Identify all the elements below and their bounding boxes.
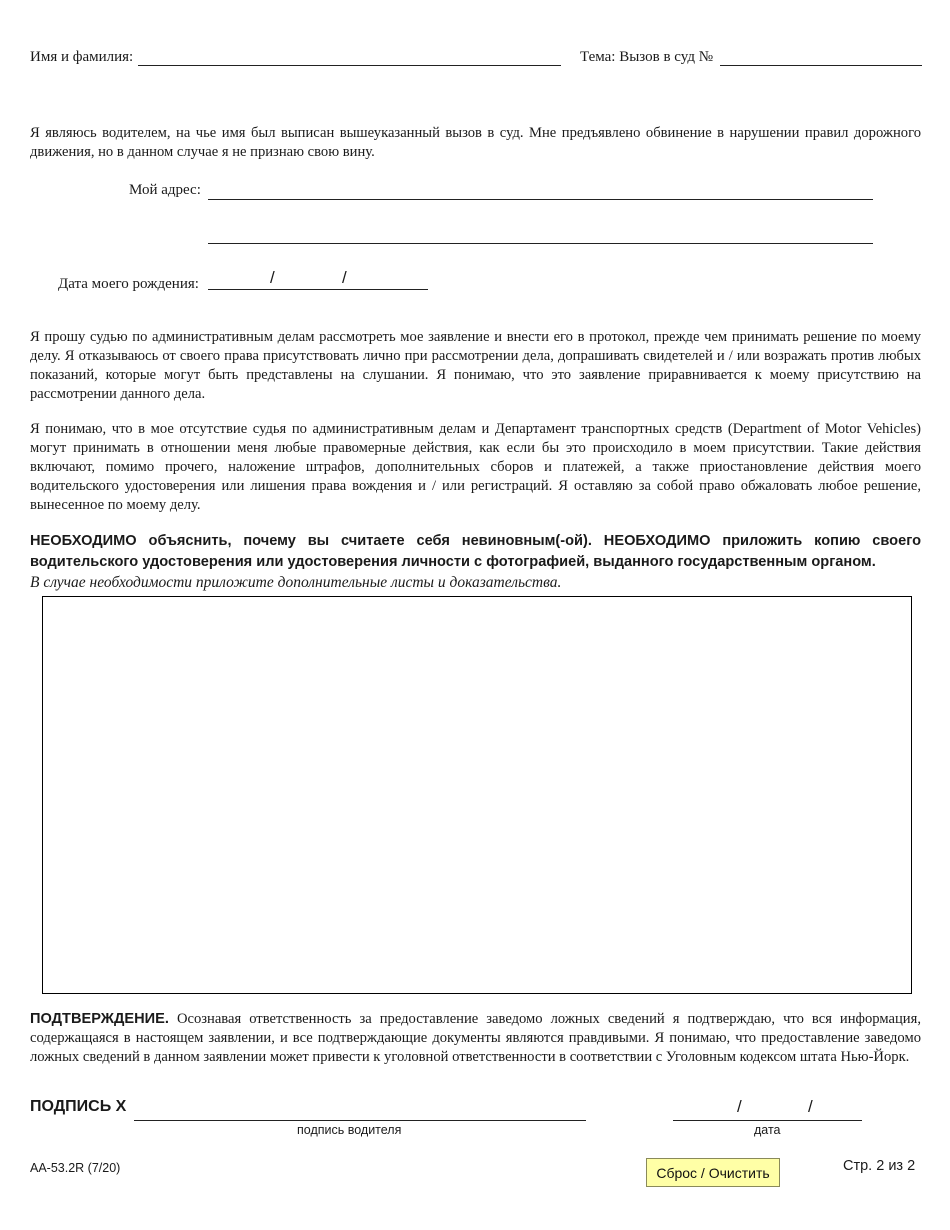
page-number: Стр. 2 из 2 [843,1158,916,1174]
explanation-text-area[interactable] [42,596,912,994]
signature-date-separator-2: / [808,1097,813,1116]
address-label: Мой адрес: [129,182,201,198]
date-caption: дата [754,1123,781,1137]
signature-label: ПОДПИСЬ Х [30,1098,127,1115]
subject-label: Тема: Вызов в суд № [580,49,714,65]
dob-separator-1: / [270,268,275,287]
instructions-italic: В случае необходимости приложите дополнительные листы и доказательства. [30,574,562,591]
signature-field[interactable] [134,1120,586,1121]
signature-date-separator-1: / [737,1097,742,1116]
signature-caption: подпись водителя [297,1123,402,1137]
name-label: Имя и фамилия: [30,49,134,65]
confirmation-text: Осознавая ответственность за предоставление заведомо ложных сведений я подтверждаю, что вся информация, содержащаяся в настоящем заявлении, и все подтверждающие документы являются правдивыми. Я понимаю, что предоставление заведомо ложных сведений в данном заявлении может привести к уголовной ответственности в соответствии с Уголовным кодексом штата Нью-Йорк. [30,1011,921,1065]
consequences-paragraph: Я понимаю, что в мое отсутствие судья по административным делам и Департамент транспортных средств (Department of Motor Vehicles) могут принимать в отношении меня любые правомерные действия, как если бы это происходило в моем присутствии. Такие действия включают, помимо прочего, наложение штрафов, дополнительных сборов и платежей, а также приостановление действия моего водительского удостоверения или лишения права вождения и / или регистраций. Я оставляю за собой право обжаловать любое решение, вынесенное по моему делу. [30,421,921,513]
reset-clear-button[interactable]: Сброс / Очистить [646,1158,780,1187]
name-field[interactable] [138,65,561,66]
confirmation-paragraph [30,1010,921,1067]
confirmation-title: ПОДТВЕРЖДЕНИЕ. [30,1011,169,1027]
signature-date-field[interactable] [673,1120,862,1121]
instructions-bold: НЕОБХОДИМО объяснить, почему вы считаете себя невиновным(-ой). НЕОБХОДИМО приложить копию своего водительского удостоверения или удостоверения личности с фотографией, выданного государственным органом. [30,533,921,570]
address-field-line-2[interactable] [208,243,873,244]
summons-number-field[interactable] [720,65,922,66]
address-field-line-1[interactable] [208,199,873,200]
dob-field[interactable] [208,289,428,290]
dob-separator-2: / [342,268,347,287]
dob-label: Дата моего рождения: [58,276,199,292]
form-id: AA-53.2R (7/20) [30,1161,121,1175]
waiver-paragraph: Я прошу судью по административным делам рассмотреть мое заявление и внести его в протокол, прежде чем принимать решение по моему делу. Я отказываюсь от своего права присутствовать лично при рассмотрении дела, допрашивать свидетелей и / или возражать против любых показаний, которые могут быть представлены на слушании. Я понимаю, что это заявление приравнивается к моему присутствию на рассмотрении данного дела. [30,329,921,402]
intro-paragraph: Я являюсь водителем, на чье имя был выписан вышеуказанный вызов в суд. Мне предъявлено обвинение в нарушении правил дорожного движения, но в данном случае я не признаю свою вину. [30,125,921,160]
